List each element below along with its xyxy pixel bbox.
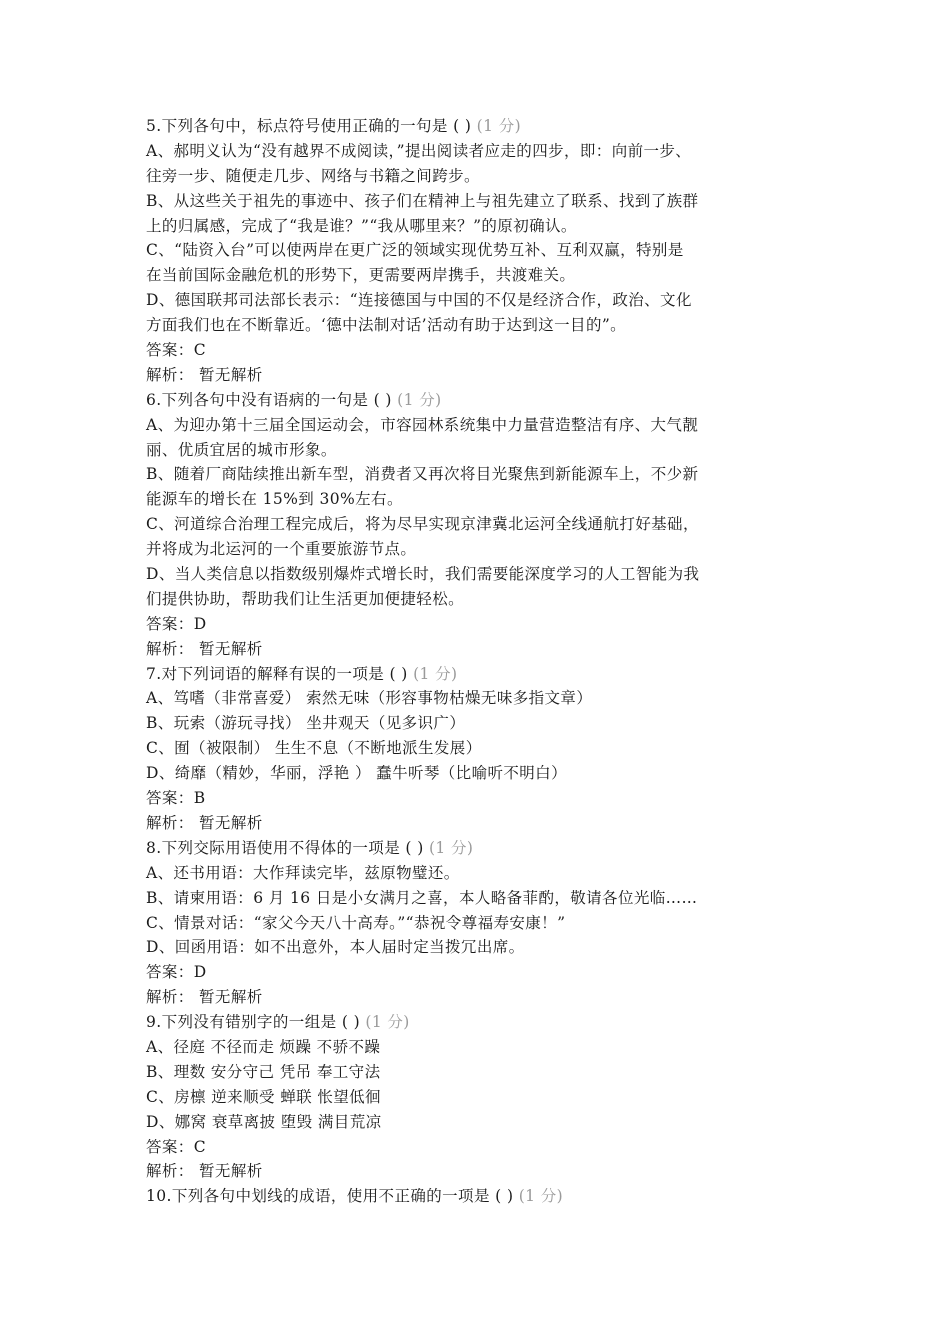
option-line: C、情景对话：“家父今天八十高寿。”“恭祝令尊福寿安康！”	[146, 913, 566, 932]
option-line: D、当人类信息以指数级别爆炸式增长时，我们需要能深度学习的人工智能为我	[146, 565, 700, 584]
answer-line: 答案：D	[146, 963, 207, 982]
option-line: 丽、优质宜居的城市形象。	[146, 440, 337, 459]
option-line: 方面我们也在不断靠近。‘德中法制对话’活动有助于达到这一目的”。	[146, 316, 627, 335]
option-line: B、请柬用语：6 月 16 日是小女满月之喜，本人略备菲酌，敬请各位光临……	[146, 888, 698, 907]
option-line: 上的归属感，完成了“我是谁？”“我从哪里来？”的原初确认。	[146, 216, 577, 235]
answer-line: 答案：C	[146, 1137, 206, 1156]
question-stem	[146, 1184, 826, 1209]
answer-line: 答案：C	[146, 341, 206, 360]
question-stem	[146, 662, 826, 687]
analysis-line: 解析： 暂无解析	[146, 988, 263, 1007]
question-text: 9.下列没有错别字的一组是 ( )	[146, 1013, 361, 1032]
option-line: B、随着厂商陆续推出新车型，消费者又再次将目光聚焦到新能源车上，不少新	[146, 465, 699, 484]
analysis-line: 解析： 暂无解析	[146, 813, 263, 832]
question-10	[146, 1184, 826, 1209]
question-score: (1 分)	[518, 1187, 564, 1206]
question-7	[146, 662, 826, 836]
option-line: D、娜窝 衰草离披 堕毁 满目荒凉	[146, 1112, 382, 1131]
option-line: D、德国联邦司法部长表示：“连接德国与中国的不仅是经济合作，政治、文化	[146, 291, 692, 310]
option-line: D、绮靡（精妙，华丽，浮艳 ） 蠢牛听琴（比喻听不明白）	[146, 764, 567, 783]
option-line: A、还书用语：大作拜读完毕，兹原物璧还。	[146, 863, 460, 882]
option-line: C、囿（被限制） 生生不息（不断地派生发展）	[146, 739, 482, 758]
question-text: 6.下列各句中没有语病的一句是 ( )	[146, 390, 392, 409]
option-line: A、笃嗜（非常喜爱） 索然无味（形容事物枯燥无味多指文章）	[146, 689, 593, 708]
option-line: B、玩索（游玩寻找） 坐井观天（见多识广）	[146, 714, 466, 733]
answer-line: 答案：B	[146, 789, 206, 808]
option-line: C、“陆资入台”可以使两岸在更广泛的领域实现优势互补、互利双赢，特别是	[146, 241, 684, 260]
answer-line: 答案：D	[146, 614, 207, 633]
analysis-line: 解析： 暂无解析	[146, 365, 263, 384]
question-text: 8.下列交际用语使用不得体的一项是 ( )	[146, 838, 424, 857]
analysis-line: 解析： 暂无解析	[146, 1162, 263, 1181]
question-score: (1 分)	[476, 117, 522, 135]
option-line: 们提供协助，帮助我们让生活更加便捷轻松。	[146, 589, 465, 608]
option-line: A、为迎办第十三届全国运动会，市容园林系统集中力量营造整洁有序、大气靓	[146, 415, 699, 434]
option-line: 能源车的增长在 15%到 30%左右。	[146, 490, 403, 509]
question-stem	[146, 836, 826, 861]
question-text: 5.下列各句中，标点符号使用正确的一句是 ( )	[146, 117, 472, 135]
question-stem	[146, 388, 826, 413]
question-stem	[146, 1010, 826, 1035]
question-score: (1 分)	[365, 1013, 410, 1032]
question-6	[146, 388, 826, 662]
option-line: C、河道综合治理工程完成后，将为尽早实现京津冀北运河全线通航打好基础，	[146, 515, 699, 534]
option-line: A、径庭 不径而走 烦躁 不骄不躁	[146, 1037, 381, 1056]
question-list	[146, 114, 826, 1209]
option-line: B、理数 安分守己 凭吊 奉工守法	[146, 1062, 381, 1081]
option-line: 在当前国际金融危机的形势下，更需要两岸携手，共渡难关。	[146, 266, 576, 285]
question-score: (1 分)	[397, 390, 442, 409]
question-score: (1 分)	[413, 664, 458, 683]
question-score: (1 分)	[428, 838, 474, 857]
option-line: A、郝明义认为“没有越界不成阅读，”提出阅读者应走的四步，即：向前一步、	[146, 141, 692, 160]
question-text: 10.下列各句中划线的成语，使用不正确的一项是 ( )	[146, 1187, 514, 1206]
option-line: D、回函用语：如不出意外，本人届时定当拨冗出席。	[146, 938, 525, 957]
question-text: 7.对下列词语的解释有误的一项是 ( )	[146, 664, 408, 683]
option-line: 往旁一步、随便走几步、网络与书籍之间跨步。	[146, 166, 480, 185]
question-9	[146, 1010, 826, 1184]
option-line: 并将成为北运河的一个重要旅游节点。	[146, 540, 417, 559]
question-stem	[146, 114, 826, 139]
option-line: B、从这些关于祖先的事迹中、孩子们在精神上与祖先建立了联系、找到了族群	[146, 191, 699, 210]
analysis-line: 解析： 暂无解析	[146, 639, 263, 658]
question-5	[146, 114, 826, 388]
option-line: C、房檩 逆来顺受 蝉联 怅望低徊	[146, 1087, 381, 1106]
question-8	[146, 836, 826, 1010]
